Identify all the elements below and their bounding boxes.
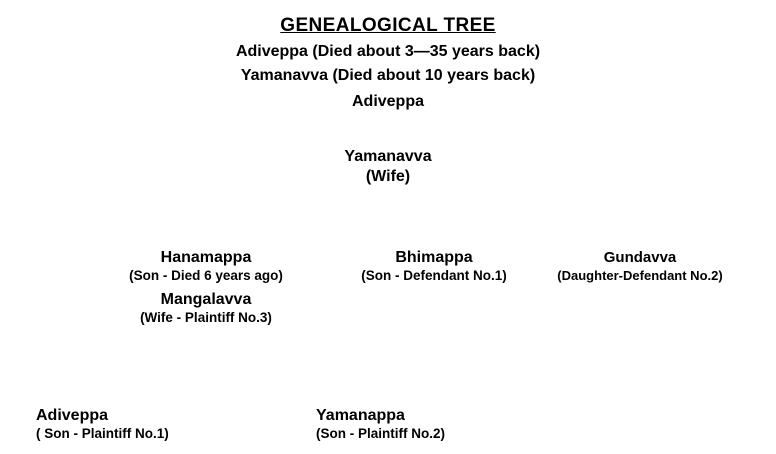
page-title: GENEALOGICAL TREE xyxy=(280,15,496,36)
grandson-yamanappa-name: Yamanappa xyxy=(316,407,405,424)
son-bhimappa-relation: (Son - Defendant No.1) xyxy=(361,268,507,283)
daughter-gundavva-relation: (Daughter-Defendant No.2) xyxy=(557,267,723,283)
node-son-hanamappa xyxy=(100,248,312,285)
node-father xyxy=(0,92,776,112)
father-name: Adiveppa xyxy=(351,93,424,110)
node-son-bhimappa xyxy=(336,248,532,285)
daughter-gundavva-name: Gundavva xyxy=(603,249,677,266)
wife-mangalavva-relation: (Wife - Plaintiff No.3) xyxy=(140,310,272,325)
son-hanamappa-name: Hanamappa xyxy=(160,249,252,266)
node-mother xyxy=(0,147,776,187)
mother-relation: (Wife) xyxy=(365,168,411,185)
grandson-adiveppa-name: Adiveppa xyxy=(36,407,109,424)
son-bhimappa-name: Bhimappa xyxy=(395,249,473,266)
son-hanamappa-relation: (Son - Died 6 years ago) xyxy=(129,268,283,283)
mother-name: Yamanavva xyxy=(344,148,432,165)
grandson-adiveppa-relation: ( Son - Plaintiff No.1) xyxy=(36,426,169,441)
grandson-yamanappa-relation: (Son - Plaintiff No.2) xyxy=(316,426,445,441)
node-wife-mangalavva xyxy=(100,290,312,327)
wife-mangalavva-name: Mangalavva xyxy=(160,291,252,308)
node-ancestor-male xyxy=(0,42,776,62)
node-grandson-adiveppa xyxy=(36,406,169,443)
node-grandson-yamanappa xyxy=(316,406,445,443)
ancestor-male-name: Adiveppa (Died about 3—35 years back) xyxy=(235,43,541,60)
ancestor-female-name: Yamanavva (Died about 10 years back) xyxy=(240,67,536,84)
node-daughter-gundavva xyxy=(536,249,744,284)
node-ancestor-female xyxy=(0,66,776,86)
